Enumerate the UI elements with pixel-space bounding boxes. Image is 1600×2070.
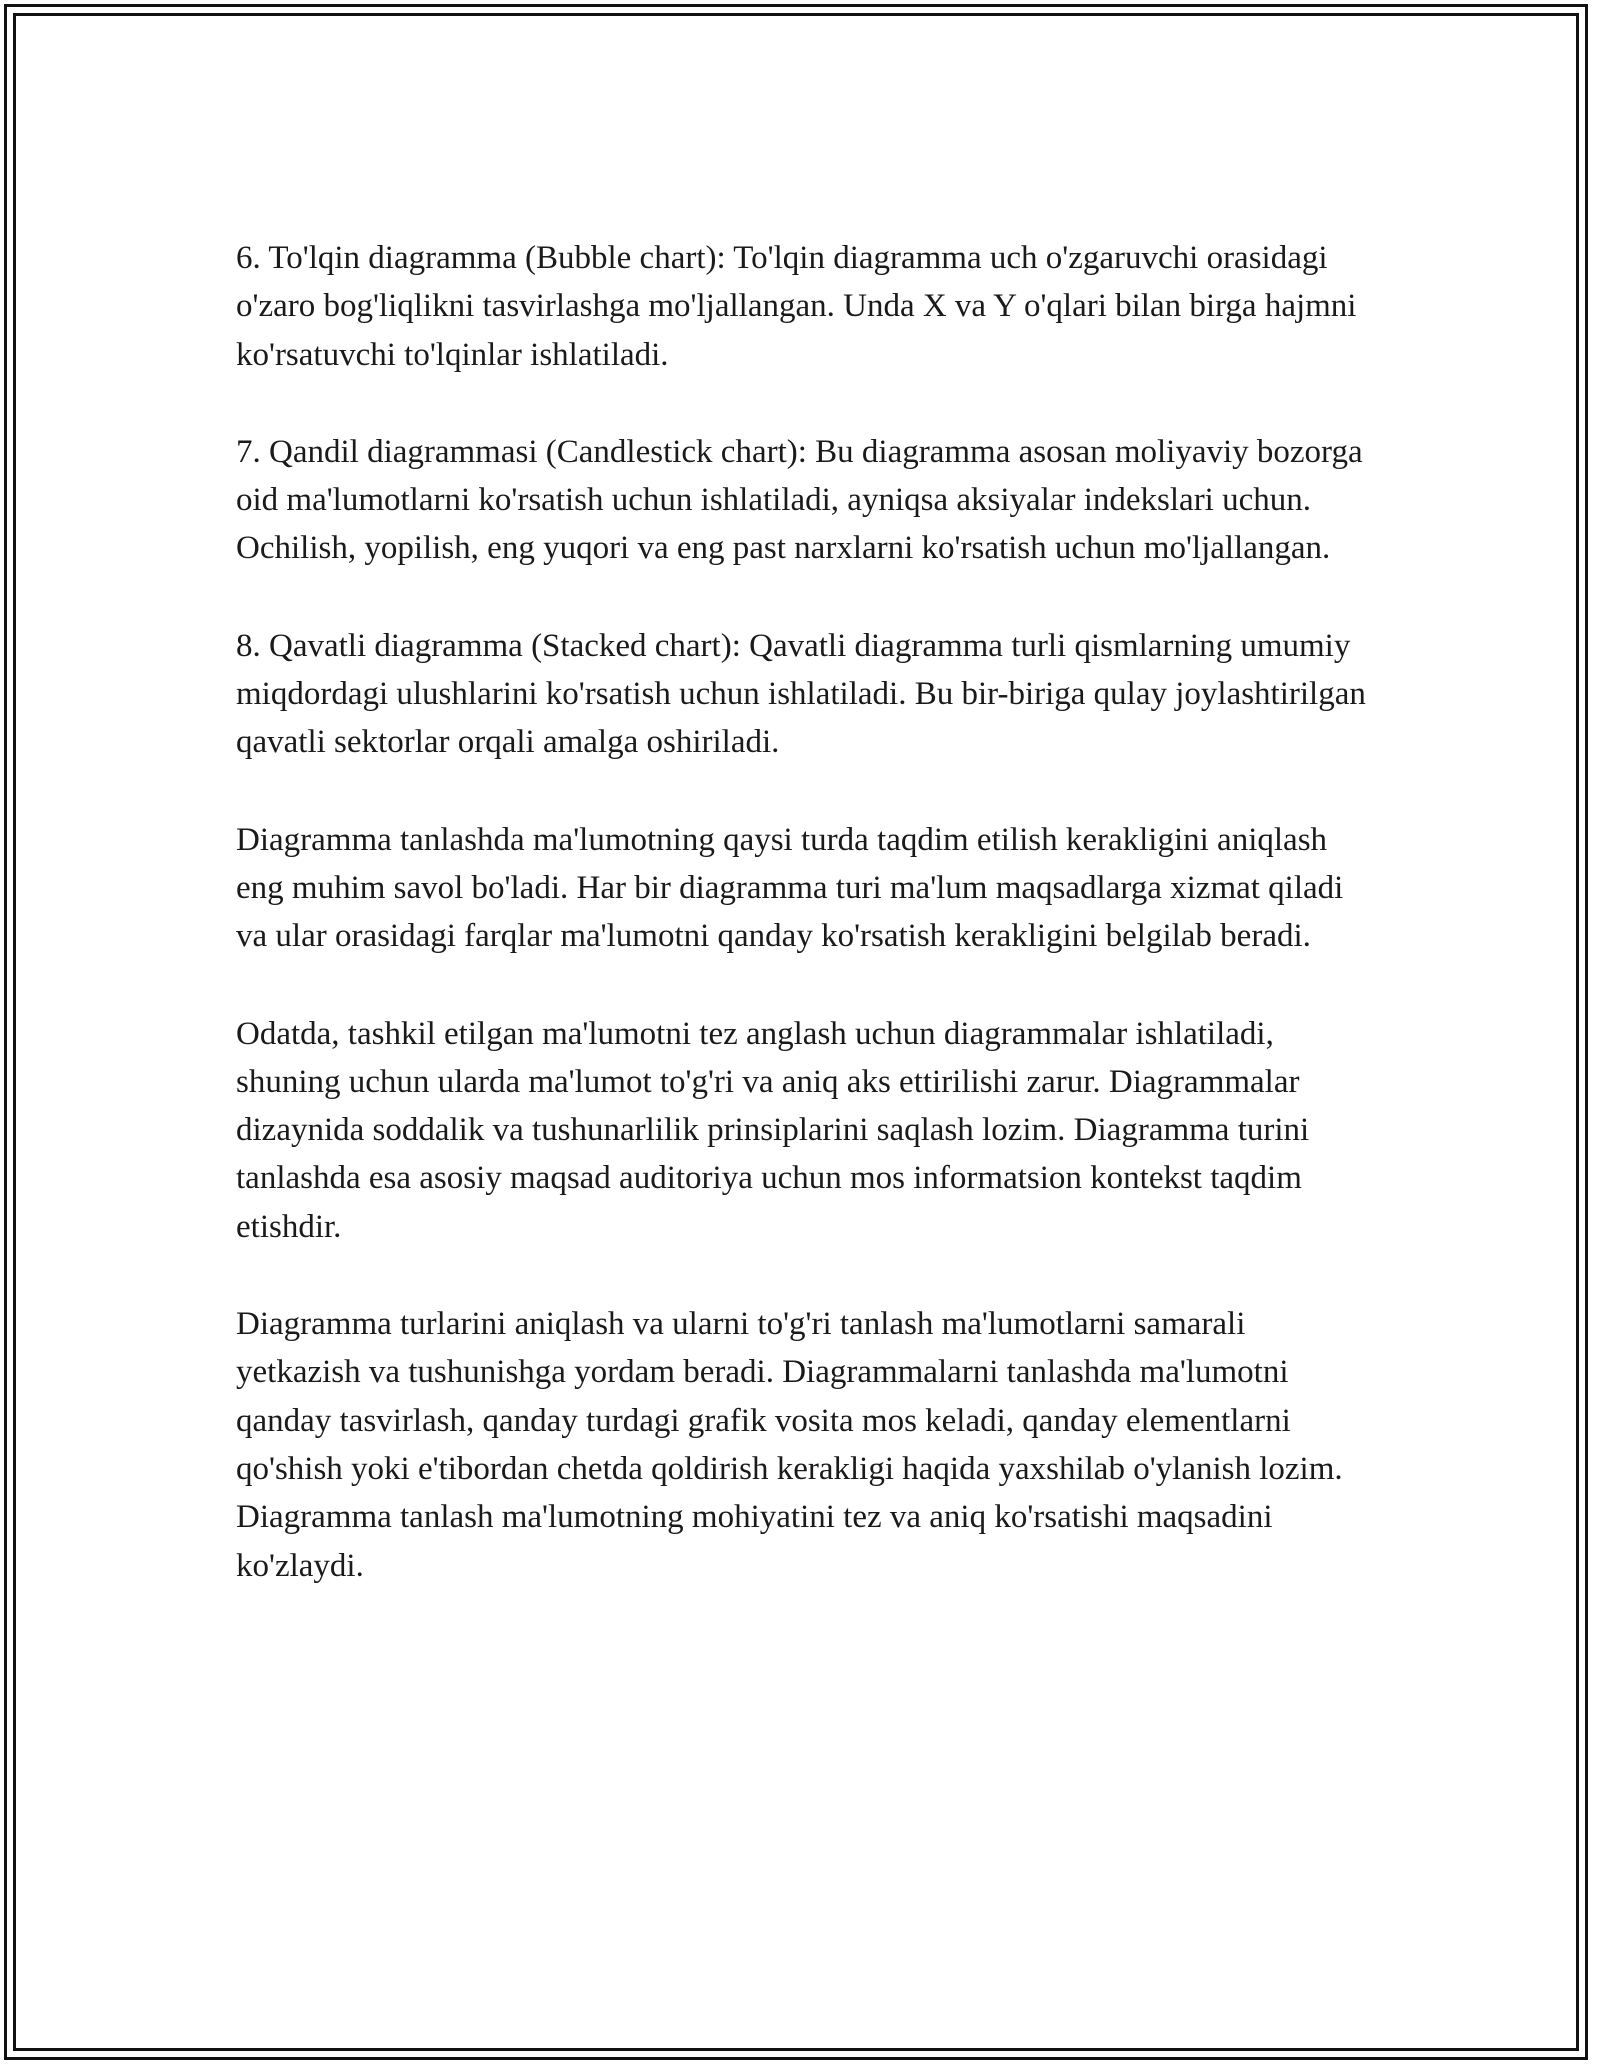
- paragraph-chart-usage: Odatda, tashkil etilgan ma'lumotni tez anglash uchun diagrammalar ishlatiladi, shuning uchun ularda ma'lumot to'g'ri va aniq aks ettirilishi zarur. Diagrammalar dizaynida soddalik va tushunarlilik prinsiplarini saqlash lozim. Diagramma turini tanlashda esa asosiy maqsad auditoriya uchun mos informatsion kontekst taqdim etishdir.: [236, 1015, 1310, 1245]
- paragraph-stacked-chart: 8. Qavatli diagramma (Stacked chart): Qavatli diagramma turli qismlarning umumiy miqdordagi ulushlarini ko'rsatish uchun ishlatiladi. Bu bir-biriga qulay joylashtirilgan qavatli sektorlar orqali amalga oshiriladi.: [236, 627, 1366, 761]
- paragraph-conclusion: Diagramma turlarini aniqlash va ularni to'g'ri tanlash ma'lumotlarni samarali yetkazish va tushunishga yordam beradi. Diagrammalarni tanlashda ma'lumotni qanday tasvirlash, qanday turdagi grafik vosita mos keladi, qanday elementlarni qo'shish yoki e'tibordan chetda qoldirish kerakligi haqida yaxshilab o'ylanish lozim. Diagramma tanlash ma'lumotning mohiyatini tez va aniq ko'rsatishi maqsadini ko'zlaydi.: [236, 1306, 1343, 1584]
- paragraph-chart-selection: Diagramma tanlashda ma'lumotning qaysi turda taqdim etilish kerakligini aniqlash eng muhim savol bo'ladi. Har bir diagramma turi ma'lum maqsadlarga xizmat qiladi va ular orasidagi farqlar ma'lumotni qanday ko'rsatish kerakligini belgilab beradi.: [236, 821, 1344, 955]
- document-body: [236, 234, 1366, 1590]
- paragraph-candlestick-chart: 7. Qandil diagrammasi (Candlestick chart): Bu diagramma asosan moliyaviy bozorga oid ma'lumotlarni ko'rsatish uchun ishlatiladi, ayniqsa aksiyalar indekslari uchun. Ochilish, yopilish, eng yuqori va eng past narxlarni ko'rsatish uchun mo'ljallangan.: [236, 433, 1363, 567]
- paragraph-bubble-chart: 6. To'lqin diagramma (Bubble chart): To'lqin diagramma uch o'zgaruvchi orasidagi o'zaro bog'liqlikni tasvirlashga mo'ljallangan. Unda X va Y o'qlari bilan birga hajmni ko'rsatuvchi to'lqinlar ishlatiladi.: [236, 240, 1357, 373]
